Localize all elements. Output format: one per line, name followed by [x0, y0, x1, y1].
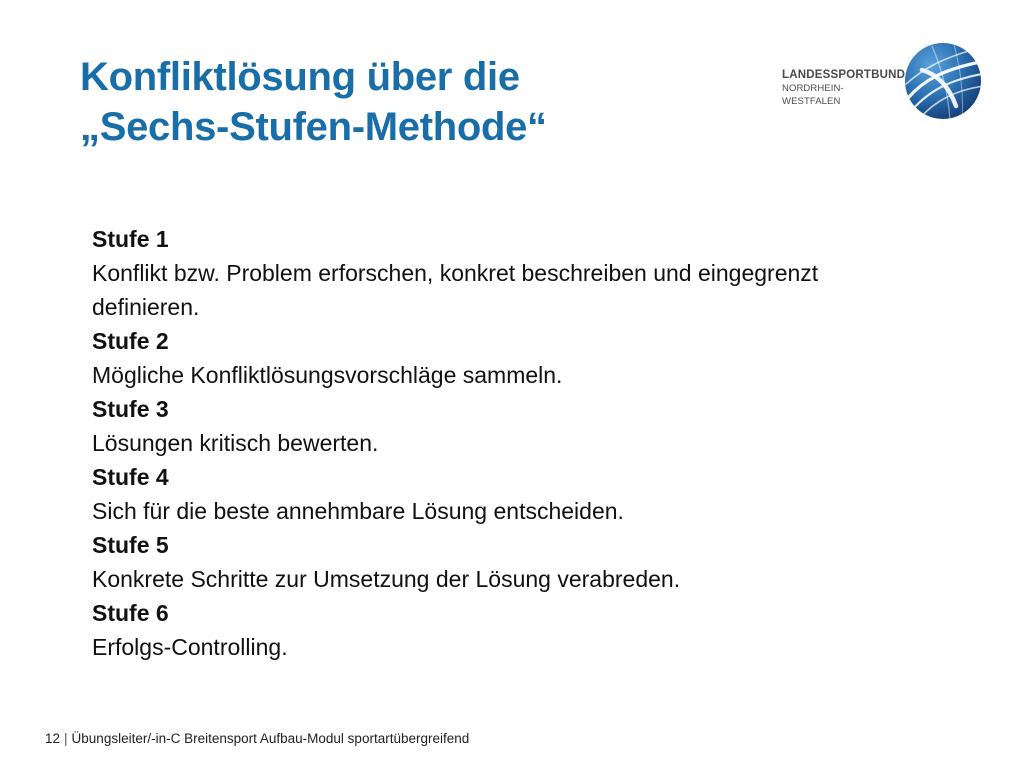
step-description: Mögliche Konfliktlösungsvorschläge sammeln.: [92, 362, 563, 388]
footer-separator: |: [64, 731, 68, 746]
footer-course-title: Übungsleiter/-in-C Breitensport Aufbau-Modul sportartübergreifend: [71, 731, 470, 746]
step-heading: Stufe 4: [92, 464, 169, 490]
step-heading: Stufe 1: [92, 226, 169, 252]
slide-title-line-2: „Sechs-Stufen-Methode“: [80, 105, 547, 149]
step-item: [92, 222, 892, 324]
step-heading: Stufe 2: [92, 328, 169, 354]
steps-list: [92, 222, 892, 664]
step-item: [92, 528, 892, 596]
step-description: Erfolgs-Controlling.: [92, 634, 288, 660]
step-description: Konflikt bzw. Problem erforschen, konkret beschreiben und eingegrenzt definieren.: [92, 260, 819, 320]
step-description: Konkrete Schritte zur Umsetzung der Lösung verabreden.: [92, 566, 681, 592]
logo-text-line-1: LANDESSPORTBUND: [782, 69, 906, 81]
step-description: Sich für die beste annehmbare Lösung entscheiden.: [92, 498, 624, 524]
step-item: [92, 324, 892, 392]
slide-title-line-1: Konfliktlösung über die: [80, 55, 520, 99]
slide-title: [80, 52, 547, 152]
logo-text-line-2: NORDRHEIN-WESTFALEN: [782, 83, 844, 107]
step-item: [92, 392, 892, 460]
organization-logo: [782, 40, 992, 122]
globe-logo-icon: [902, 40, 984, 122]
step-item: [92, 596, 892, 664]
step-description: Lösungen kritisch bewerten.: [92, 430, 379, 456]
page-number: 12: [45, 731, 61, 746]
step-item: [92, 460, 892, 528]
logo-wordmark: [782, 68, 906, 108]
step-heading: Stufe 3: [92, 396, 169, 422]
slide-footer: [45, 731, 469, 747]
step-heading: Stufe 5: [92, 532, 169, 558]
step-heading: Stufe 6: [92, 600, 169, 626]
